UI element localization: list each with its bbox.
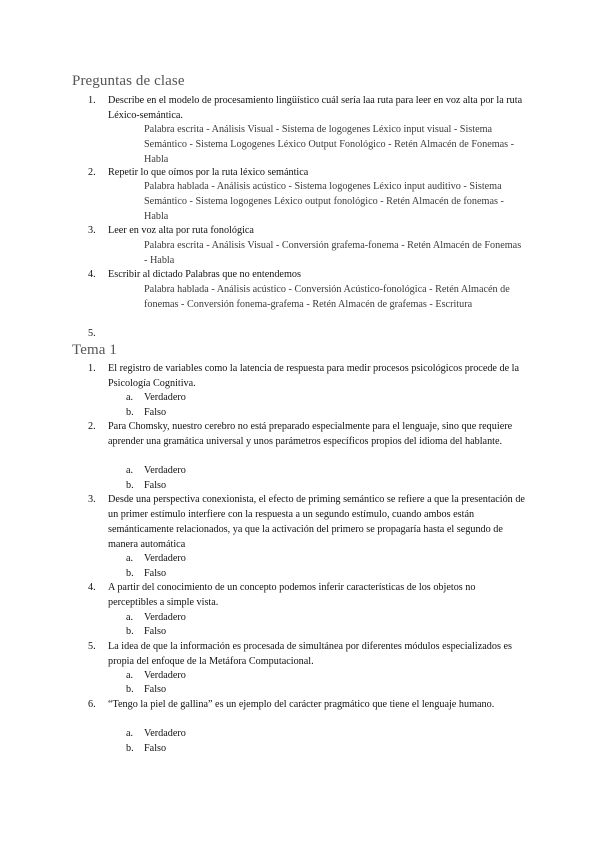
item-number: 3. <box>88 225 96 236</box>
item-number: 1. <box>88 95 96 106</box>
question-text: La idea de que la información es procesada de simultánea por diferentes módulos especializados es propia del enfoque de la Metáfora Computacional. <box>108 641 512 667</box>
option-letter: b. <box>126 743 134 754</box>
option-verdadero[interactable]: Verdadero <box>144 670 186 681</box>
option-falso[interactable]: Falso <box>144 743 167 754</box>
question-number: 4. <box>88 582 96 593</box>
question-text: “Tengo la piel de gallina” es un ejemplo del carácter pragmático que tiene el lenguaje humano. <box>108 699 495 710</box>
option-falso[interactable]: Falso <box>144 684 167 695</box>
option-verdadero[interactable]: Verdadero <box>144 728 186 739</box>
option-letter: b. <box>126 480 134 491</box>
question-number: 6. <box>88 699 96 710</box>
item-question: Repetir lo que oímos por la ruta léxico semántica <box>108 167 309 178</box>
section-heading-tema-1: Tema 1 <box>72 342 117 358</box>
item-question: Escribir al dictado Palabras que no entendemos <box>108 269 301 280</box>
item-number: 2. <box>88 167 96 178</box>
item-question: Describe en el modelo de procesamiento lingüístico cuál sería laa ruta para leer en voz alta por la ruta Léxico-semántica. <box>108 95 523 121</box>
option-letter: a. <box>126 392 134 403</box>
question-number: 1. <box>88 363 96 374</box>
option-falso[interactable]: Falso <box>144 626 167 637</box>
item-number: 5. <box>88 328 96 339</box>
section-heading-preguntas: Preguntas de clase <box>72 73 185 89</box>
option-letter: a. <box>126 670 134 681</box>
option-falso[interactable]: Falso <box>144 407 167 418</box>
option-letter: b. <box>126 626 134 637</box>
option-letter: b. <box>126 407 134 418</box>
question-number: 2. <box>88 421 96 432</box>
question-text: Para Chomsky, nuestro cerebro no está preparado especialmente para el lenguaje, sino que requiere aprender una gramática universal y unos parámetros específicos propios del idioma del hablante. <box>108 421 513 447</box>
item-answer: Palabra hablada - Análisis acústico - Conversión Acústico-fonológica - Retén Almacén de fonemas - Conversión fonema-grafema - Retén Almacén de grafemas - Escritura <box>144 284 510 310</box>
question-text: El registro de variables como la latencia de respuesta para medir procesos psicológicos procede de la Psicología Cognitiva. <box>108 363 520 389</box>
option-letter: a. <box>126 728 134 739</box>
option-falso[interactable]: Falso <box>144 480 167 491</box>
option-verdadero[interactable]: Verdadero <box>144 392 186 403</box>
option-letter: a. <box>126 465 134 476</box>
item-answer: Palabra hablada - Análisis acústico - Sistema logogenes Léxico input auditivo - Sistema Semántico - Sistema logogenes Léxico output fonológico - Retén Almacén de fonemas - Habla <box>144 181 504 222</box>
option-letter: a. <box>126 612 134 623</box>
option-letter: b. <box>126 568 134 579</box>
item-question: Leer en voz alta por ruta fonológica <box>108 225 254 236</box>
option-verdadero[interactable]: Verdadero <box>144 553 186 564</box>
question-text: Desde una perspectiva conexionista, el efecto de priming semántico se refiere a que la presentación de un primer estímulo interfiere con la respuesta a un segundo estímulo, cuando ambos están semánticamente relacionados, ya que la activación del primero se propagaría hasta el segundo de manera automática <box>108 494 525 550</box>
option-letter: b. <box>126 684 134 695</box>
question-number: 5. <box>88 641 96 652</box>
question-text: A partir del conocimiento de un concepto podemos inferir características de los objetos no perceptibles a simple vista. <box>108 582 476 608</box>
option-falso[interactable]: Falso <box>144 568 167 579</box>
item-answer: Palabra escrita - Análisis Visual - Conversión grafema-fonema - Retén Almacén de Fonemas - Habla <box>144 240 522 266</box>
option-verdadero[interactable]: Verdadero <box>144 465 186 476</box>
option-letter: a. <box>126 553 134 564</box>
item-answer: Palabra escrita - Análisis Visual - Sistema de logogenes Léxico input visual - Sistema Semántico - Sistema Logogenes Léxico Output Fonológico - Retén Almacén de Fonemas - Habla <box>144 124 515 165</box>
question-number: 3. <box>88 494 96 505</box>
option-verdadero[interactable]: Verdadero <box>144 612 186 623</box>
item-number: 4. <box>88 269 96 280</box>
